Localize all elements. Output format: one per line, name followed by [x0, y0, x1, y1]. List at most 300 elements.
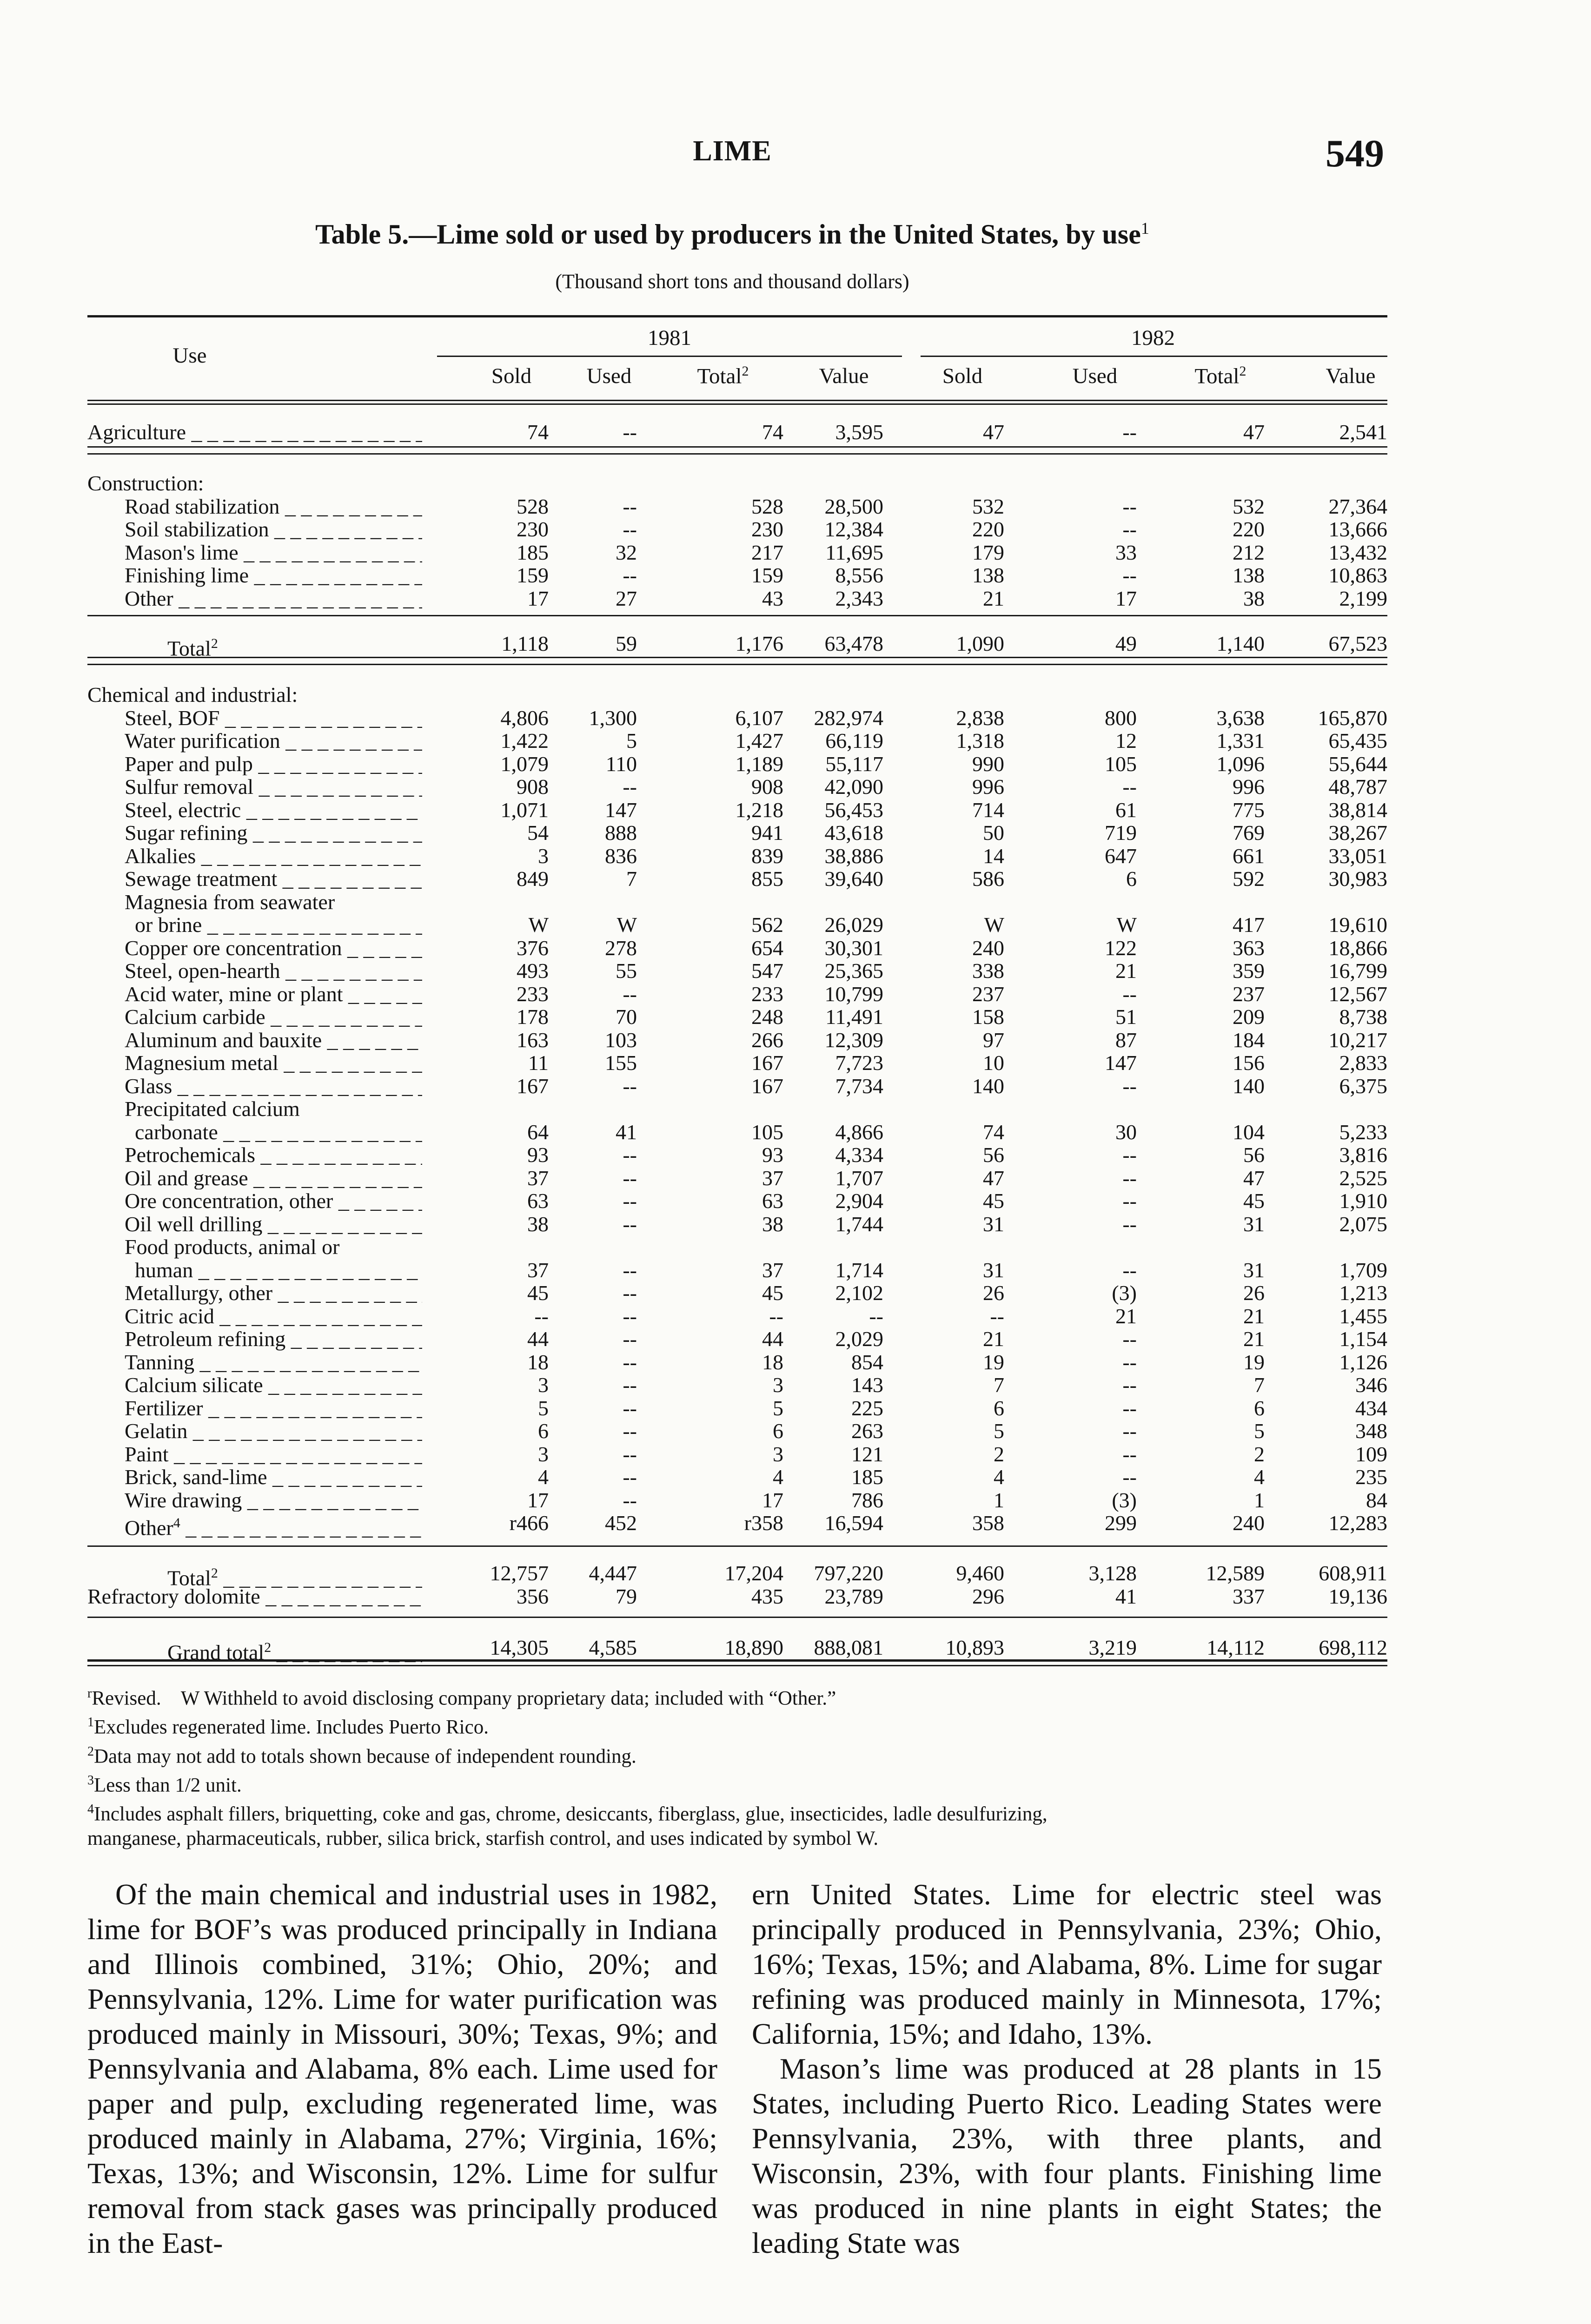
table-rule	[87, 1665, 1387, 1666]
table-cell: 37	[527, 1166, 549, 1190]
table-cell: 18	[527, 1350, 549, 1374]
table-cell: 45	[1243, 1189, 1265, 1213]
table-cell: --	[623, 775, 637, 799]
table-cell: --	[1122, 1189, 1137, 1213]
table-cell: 1,331	[1216, 729, 1265, 753]
table-cell: 1,300	[589, 706, 637, 730]
table-cell: 547	[751, 959, 783, 983]
row-label-text: Petroleum refining	[125, 1327, 286, 1351]
footnote-text: manganese, pharmaceuticals, rubber, silica brick, starfish control, and uses indicated by symbol W.	[87, 1827, 879, 1849]
table-cell: 55,117	[825, 752, 883, 776]
table-cell: 30,301	[824, 936, 883, 960]
table-cell: --	[1122, 1350, 1137, 1374]
table-cell: 26	[983, 1281, 1004, 1305]
table-cell: 16,799	[1328, 959, 1387, 983]
table-cell: --	[1122, 420, 1137, 444]
row-label-text: Refractory dolomite	[87, 1585, 260, 1608]
table-cell: 1,079	[500, 752, 549, 776]
table-cell: 121	[851, 1442, 883, 1466]
table-cell: 908	[751, 775, 783, 799]
table-cell: 103	[605, 1028, 637, 1052]
row-label-text: Soil stabilization	[125, 518, 269, 541]
table-cell: 3,816	[1339, 1143, 1387, 1167]
table-cell: 47	[1243, 420, 1265, 444]
table-cell: 1	[994, 1488, 1004, 1512]
row-label-text: Ore concentration, other	[125, 1189, 333, 1213]
table-cell: 47	[1243, 1166, 1265, 1190]
table-rule	[87, 1617, 1387, 1618]
table-cell: --	[1122, 775, 1137, 799]
table-cell: 3	[538, 1442, 549, 1466]
row-label-text: Magnesium metal	[125, 1051, 278, 1075]
table-cell: 2,541	[1339, 420, 1387, 444]
row-label-text: Fertilizer	[125, 1396, 203, 1419]
table-cell: 296	[972, 1585, 1004, 1608]
table-cell: 654	[751, 936, 783, 960]
table-cell: 230	[517, 517, 549, 541]
column-header-label: Value	[1326, 364, 1376, 388]
table-rule	[87, 1545, 1387, 1547]
table-cell: 1,707	[835, 1166, 883, 1190]
row-label	[125, 799, 422, 822]
table-cell: 528	[751, 494, 783, 518]
table-cell: 138	[1233, 563, 1265, 587]
row-footnote-mark: 2	[264, 1640, 272, 1655]
table-cell: 800	[1105, 706, 1137, 730]
column-header	[653, 363, 793, 389]
table-cell: 7	[1254, 1373, 1265, 1397]
table-cell: 25,365	[824, 959, 883, 983]
row-label	[87, 1585, 422, 1608]
table-cell: 18,890	[724, 1636, 783, 1659]
table-cell: --	[1122, 1327, 1137, 1351]
table-cell: --	[534, 1304, 549, 1328]
table-cell: 158	[972, 1005, 1004, 1029]
row-label	[135, 913, 422, 937]
footnote-text: Data may not add to totals shown because of independent rounding.	[94, 1745, 636, 1767]
footnote-text: Excludes regenerated lime. Includes Puerto Rico.	[94, 1716, 489, 1738]
table-cell: 1,910	[1339, 1189, 1387, 1213]
table-cell: 97	[983, 1028, 1004, 1052]
row-label-text: Acid water, mine or plant	[125, 982, 343, 1005]
row-label-text: Road stabilization	[125, 495, 280, 518]
row-label-text: Finishing lime	[125, 564, 249, 587]
row-label	[125, 1213, 422, 1236]
table-rule	[87, 446, 1387, 448]
table-cell: 26,029	[824, 913, 883, 937]
table-cell: 12,384	[824, 517, 883, 541]
table-cell: 1,455	[1339, 1304, 1387, 1328]
table-cell: 220	[972, 517, 1004, 541]
table-cell: 26	[1243, 1281, 1265, 1305]
row-label-text: Oil and grease	[125, 1166, 248, 1189]
table-cell: 10	[983, 1051, 1004, 1075]
table-cell: 147	[605, 798, 637, 822]
table-cell: 855	[751, 867, 783, 891]
table-cell: 21	[1243, 1327, 1265, 1351]
table-cell: 608,911	[1319, 1561, 1387, 1585]
table-cell: 38	[762, 1212, 783, 1236]
table-cell: 263	[851, 1419, 883, 1443]
table-cell: 6	[1254, 1396, 1265, 1420]
row-label	[125, 775, 422, 799]
table-cell: 159	[751, 563, 783, 587]
table-cell: 1,154	[1339, 1327, 1387, 1351]
table-cell: 775	[1233, 798, 1265, 822]
table-cell: 51	[1115, 1005, 1137, 1029]
row-label-text: Paper and pulp	[125, 752, 253, 775]
row-label	[125, 1235, 422, 1259]
table-cell: --	[1122, 1143, 1137, 1167]
table-cell: --	[769, 1304, 783, 1328]
row-label	[125, 983, 422, 1006]
footnote	[87, 1827, 1389, 1851]
table-cell: 5	[773, 1396, 783, 1420]
row-label-text: Steel, electric	[125, 798, 241, 821]
footnote	[87, 1682, 1389, 1710]
table-cell: 43,618	[824, 821, 883, 845]
table-cell: 9,460	[956, 1561, 1004, 1585]
table-cell: 1,427	[735, 729, 783, 753]
table-cell: 63	[527, 1189, 549, 1213]
row-label	[125, 1373, 422, 1397]
table-cell: 66,119	[825, 729, 883, 753]
table-cell: --	[623, 1258, 637, 1282]
table-cell: 6	[538, 1419, 549, 1443]
table-cell: 163	[517, 1028, 549, 1052]
column-header-label: Used	[586, 364, 632, 388]
table-cell: 12,567	[1328, 982, 1387, 1006]
table-cell: 7	[994, 1373, 1004, 1397]
footnote-mark: 4	[87, 1802, 94, 1817]
table-cell: --	[1122, 1396, 1137, 1420]
row-label	[125, 1351, 422, 1374]
row-label-text: Alkalies	[125, 844, 196, 867]
table-cell: 37	[527, 1258, 549, 1282]
table-cell: 30,983	[1328, 867, 1387, 891]
table-rule	[87, 664, 1387, 665]
table-cell: 4,806	[500, 706, 549, 730]
table-cell: --	[1122, 1373, 1137, 1397]
column-header-label: Total	[1194, 364, 1240, 389]
row-label	[87, 472, 422, 495]
table-cell: 1,318	[956, 729, 1004, 753]
table-cell: 209	[1233, 1005, 1265, 1029]
table-cell: 908	[517, 775, 549, 799]
table-cell: 37	[762, 1166, 783, 1190]
table-cell: 698,112	[1319, 1636, 1387, 1659]
table-cell: 45	[983, 1189, 1004, 1213]
table-cell: 3,219	[1088, 1636, 1137, 1659]
table-cell: 2,343	[835, 586, 883, 610]
table-cell: 10,799	[824, 982, 883, 1006]
table-cell: 299	[1105, 1511, 1137, 1535]
table-cell: 39,640	[824, 867, 883, 891]
table-cell: 1,096	[1216, 752, 1265, 776]
column-header-label: Used	[1072, 364, 1118, 388]
table-cell: 2,833	[1339, 1051, 1387, 1075]
table-cell: 61	[1115, 798, 1137, 822]
table-cell: 21	[983, 586, 1004, 610]
row-label-text: Grand total	[167, 1640, 265, 1664]
table-cell: 1	[1254, 1488, 1265, 1512]
table-cell: 719	[1105, 821, 1137, 845]
table-cell: --	[623, 1304, 637, 1328]
table-cell: 266	[751, 1028, 783, 1052]
table-cell: 346	[1355, 1373, 1387, 1397]
table-cell: 11,491	[825, 1005, 883, 1029]
table-cell: 337	[1233, 1585, 1265, 1608]
table-cell: 376	[517, 936, 549, 960]
table-cell: 140	[972, 1074, 1004, 1098]
row-label-text: Water purification	[125, 729, 280, 753]
footnote-mark: 2	[87, 1744, 94, 1759]
row-label-text: Aluminum and bauxite	[125, 1028, 322, 1051]
table-cell: 14,112	[1207, 1636, 1265, 1659]
table-cell: --	[623, 1465, 637, 1489]
table-cell: 8,556	[835, 563, 883, 587]
table-cell: 21	[983, 1327, 1004, 1351]
table-cell: 43	[762, 586, 783, 610]
table-cell: 21	[1115, 959, 1137, 983]
table-cell: 16,594	[824, 1511, 883, 1535]
row-label	[125, 1281, 422, 1305]
table-cell: 5	[1254, 1419, 1265, 1443]
table-cell: 41	[616, 1120, 637, 1144]
table-cell: 93	[762, 1143, 783, 1167]
page-header	[0, 132, 1591, 186]
table-cell: --	[623, 1350, 637, 1374]
table-cell: 235	[1355, 1465, 1387, 1489]
table-cell: 586	[972, 867, 1004, 891]
table-cell: 220	[1233, 517, 1265, 541]
table-cell: 38	[527, 1212, 549, 1236]
table-cell: 338	[972, 959, 1004, 983]
row-label	[125, 1397, 422, 1420]
table-cell: 31	[983, 1212, 1004, 1236]
table-cell: 13,432	[1328, 540, 1387, 564]
table-cell: 225	[851, 1396, 883, 1420]
table-cell: 105	[751, 1120, 783, 1144]
row-label	[125, 845, 422, 868]
body-paragraph: Of the main chemical and industrial uses in 1982, lime for BOF’s was produced principally in Indiana and Illinois combined, 31%; Ohio, 20%; and Pennsylvania, 12%. Lime for water purification was produced mainly in Missouri, 30%; Texas, 9%; and Pennsylvania and Alabama, 8% each. Lime used for paper and pulp, excluding regenerated lime, was produced mainly in Alabama, 27%; Virginia, 16%; Texas, 13%; and Wisconsin, 12%. Lime for sulfur removal from stack gases was principally produced in the East-	[87, 1878, 717, 2259]
table-cell: 67,523	[1328, 632, 1387, 655]
table-cell: 1,176	[735, 632, 783, 655]
row-label	[125, 1419, 422, 1443]
table-cell: 836	[605, 844, 637, 868]
table-cell: 38,886	[824, 844, 883, 868]
table-cell: 6,107	[735, 706, 783, 730]
table-cell: 452	[605, 1511, 637, 1535]
table-cell: 4,334	[835, 1143, 883, 1167]
table-cell: 2,075	[1339, 1212, 1387, 1236]
table-cell: 1,714	[835, 1258, 883, 1282]
row-label-text: Copper ore concentration	[125, 936, 342, 959]
table-cell: 79	[616, 1585, 637, 1608]
row-label	[125, 753, 422, 776]
table-cell: 17,204	[724, 1561, 783, 1585]
row-label-text: Tanning	[125, 1350, 195, 1373]
row-label	[125, 1512, 422, 1539]
table-cell: 786	[851, 1488, 883, 1512]
table-cell: 5	[994, 1419, 1004, 1443]
row-label	[125, 937, 422, 960]
table-cell: 178	[517, 1005, 549, 1029]
table-cell: --	[1122, 1258, 1137, 1282]
table-cell: 1,118	[501, 632, 549, 655]
table-cell: --	[623, 1143, 637, 1167]
table-cell: W	[617, 913, 637, 937]
row-label-text: Brick, sand-lime	[125, 1466, 267, 1489]
table-cell: 1,071	[500, 798, 549, 822]
table-cell: 4	[994, 1465, 1004, 1489]
table-cell: --	[1122, 517, 1137, 541]
row-label-text: Sewage treatment	[125, 867, 278, 891]
table-cell: 18	[762, 1350, 783, 1374]
table-cell: 2,904	[835, 1189, 883, 1213]
table-cell: 63	[762, 1189, 783, 1213]
footnotes	[87, 1682, 1389, 1851]
table-cell: r358	[744, 1511, 783, 1535]
table-cell: 87	[1115, 1028, 1137, 1052]
row-label	[125, 959, 422, 983]
table-cell: --	[623, 1419, 637, 1443]
table-cell: 8,738	[1339, 1005, 1387, 1029]
column-header	[1025, 363, 1165, 389]
table-cell: 5	[626, 729, 637, 753]
table-cell: --	[869, 1304, 883, 1328]
row-label-text: Paint	[125, 1442, 169, 1466]
row-label-text: Food products, animal or	[125, 1235, 340, 1259]
table-cell: 1,709	[1339, 1258, 1387, 1282]
row-label	[125, 1327, 422, 1351]
column-header-label: Value	[819, 364, 869, 388]
table-cell: 434	[1355, 1396, 1387, 1420]
table-cell: 38,267	[1328, 821, 1387, 845]
table-cell: 7,734	[835, 1074, 883, 1098]
table-cell: 143	[851, 1373, 883, 1397]
row-label-text: Gelatin	[125, 1419, 188, 1443]
table-cell: --	[623, 1281, 637, 1305]
footnote-text: Includes asphalt fillers, briquetting, coke and gas, chrome, desiccants, fiberglass, glue, insecticides, ladle desulfurizing,	[94, 1803, 1047, 1825]
table-cell: 240	[972, 936, 1004, 960]
table-cell: 217	[751, 540, 783, 564]
table-cell: --	[623, 1166, 637, 1190]
table-cell: 74	[983, 1120, 1004, 1144]
table-cell: 3,128	[1088, 1561, 1137, 1585]
year-1982-rule	[921, 356, 1387, 357]
table-cell: 240	[1233, 1511, 1265, 1535]
table-cell: 6	[994, 1396, 1004, 1420]
table-cell: 165,870	[1318, 706, 1387, 730]
table-cell: 19	[983, 1350, 1004, 1374]
row-label	[125, 1489, 422, 1512]
row-label	[167, 632, 422, 660]
table-cell: 233	[751, 982, 783, 1006]
column-header-label: Sold	[491, 364, 532, 388]
table-cell: --	[623, 1488, 637, 1512]
row-label	[125, 1051, 422, 1075]
table-cell: 839	[751, 844, 783, 868]
footnote	[87, 1797, 1389, 1826]
table-cell: 2,102	[835, 1281, 883, 1305]
table-cell: 17	[1115, 586, 1137, 610]
table-cell: 3,638	[1216, 706, 1265, 730]
table-cell: 17	[762, 1488, 783, 1512]
table-cell: 1,218	[735, 798, 783, 822]
column-header	[1151, 363, 1290, 389]
table-cell: 356	[517, 1585, 549, 1608]
table-cell: 278	[605, 936, 637, 960]
table-cell: 167	[517, 1074, 549, 1098]
row-label-text: Calcium silicate	[125, 1373, 263, 1397]
row-label	[87, 421, 422, 444]
table-cell: 12,283	[1328, 1511, 1387, 1535]
row-label-text: Chemical and industrial:	[87, 683, 298, 706]
table-cell: 532	[972, 494, 1004, 518]
table-cell: --	[1122, 1074, 1137, 1098]
table-cell: 19,136	[1328, 1585, 1387, 1608]
column-header-label: Total	[697, 364, 742, 389]
table-cell: 7,723	[835, 1051, 883, 1075]
table-cell: 55	[616, 959, 637, 983]
row-label-text: Steel, BOF	[125, 706, 220, 729]
row-label	[125, 1005, 422, 1029]
table-cell: W	[984, 913, 1004, 937]
table-cell: 849	[517, 867, 549, 891]
table-cell: 417	[1233, 913, 1265, 937]
row-label	[125, 891, 422, 914]
table-cell: 155	[605, 1051, 637, 1075]
table-cell: 122	[1105, 936, 1137, 960]
table-cell: 1,744	[835, 1212, 883, 1236]
table-cell: 2	[1254, 1442, 1265, 1466]
table-cell: 47	[983, 420, 1004, 444]
body-paragraph: ern United States. Lime for electric steel was principally produced in Pennsylvania, 23%; Ohio, 16%; Texas, 15%; and Alabama, 8%. Lime for sugar refining was produced mainly in Minnesota, 17%; California, 15%; and Idaho, 13%.	[752, 1878, 1382, 2050]
table-title: Table 5.—Lime sold or used by producers in the United States, by use	[315, 219, 1141, 250]
table-cell: 11	[528, 1051, 549, 1075]
table-cell: 4,585	[589, 1636, 637, 1659]
table-cell: 31	[1243, 1212, 1265, 1236]
table-cell: 1,213	[1339, 1281, 1387, 1305]
table-cell: 941	[751, 821, 783, 845]
table-cell: 990	[972, 752, 1004, 776]
table-cell: 5	[538, 1396, 549, 1420]
table-cell: 19,610	[1328, 913, 1387, 937]
table-cell: --	[623, 1442, 637, 1466]
table-cell: 185	[517, 540, 549, 564]
row-label-text: Oil well drilling	[125, 1212, 263, 1235]
table-cell: 37	[762, 1258, 783, 1282]
row-label	[87, 683, 422, 706]
table-cell: 233	[517, 982, 549, 1006]
column-header-footnote-mark: 2	[1239, 363, 1246, 379]
row-label	[125, 1143, 422, 1167]
table-cell: 435	[751, 1585, 783, 1608]
table-cell: --	[990, 1304, 1004, 1328]
table-cell: 38,814	[1328, 798, 1387, 822]
row-label	[125, 587, 422, 610]
table-cell: 248	[751, 1005, 783, 1029]
header-bottom-rule	[87, 400, 1387, 401]
row-footnote-mark: 2	[211, 1565, 218, 1581]
table-cell: 6	[1126, 867, 1137, 891]
footnote-text: Less than 1/2 unit.	[94, 1774, 242, 1796]
table-cell: 1,140	[1216, 632, 1265, 655]
table-cell: 528	[517, 494, 549, 518]
row-footnote-mark: 4	[173, 1515, 180, 1531]
table-cell: --	[623, 420, 637, 444]
